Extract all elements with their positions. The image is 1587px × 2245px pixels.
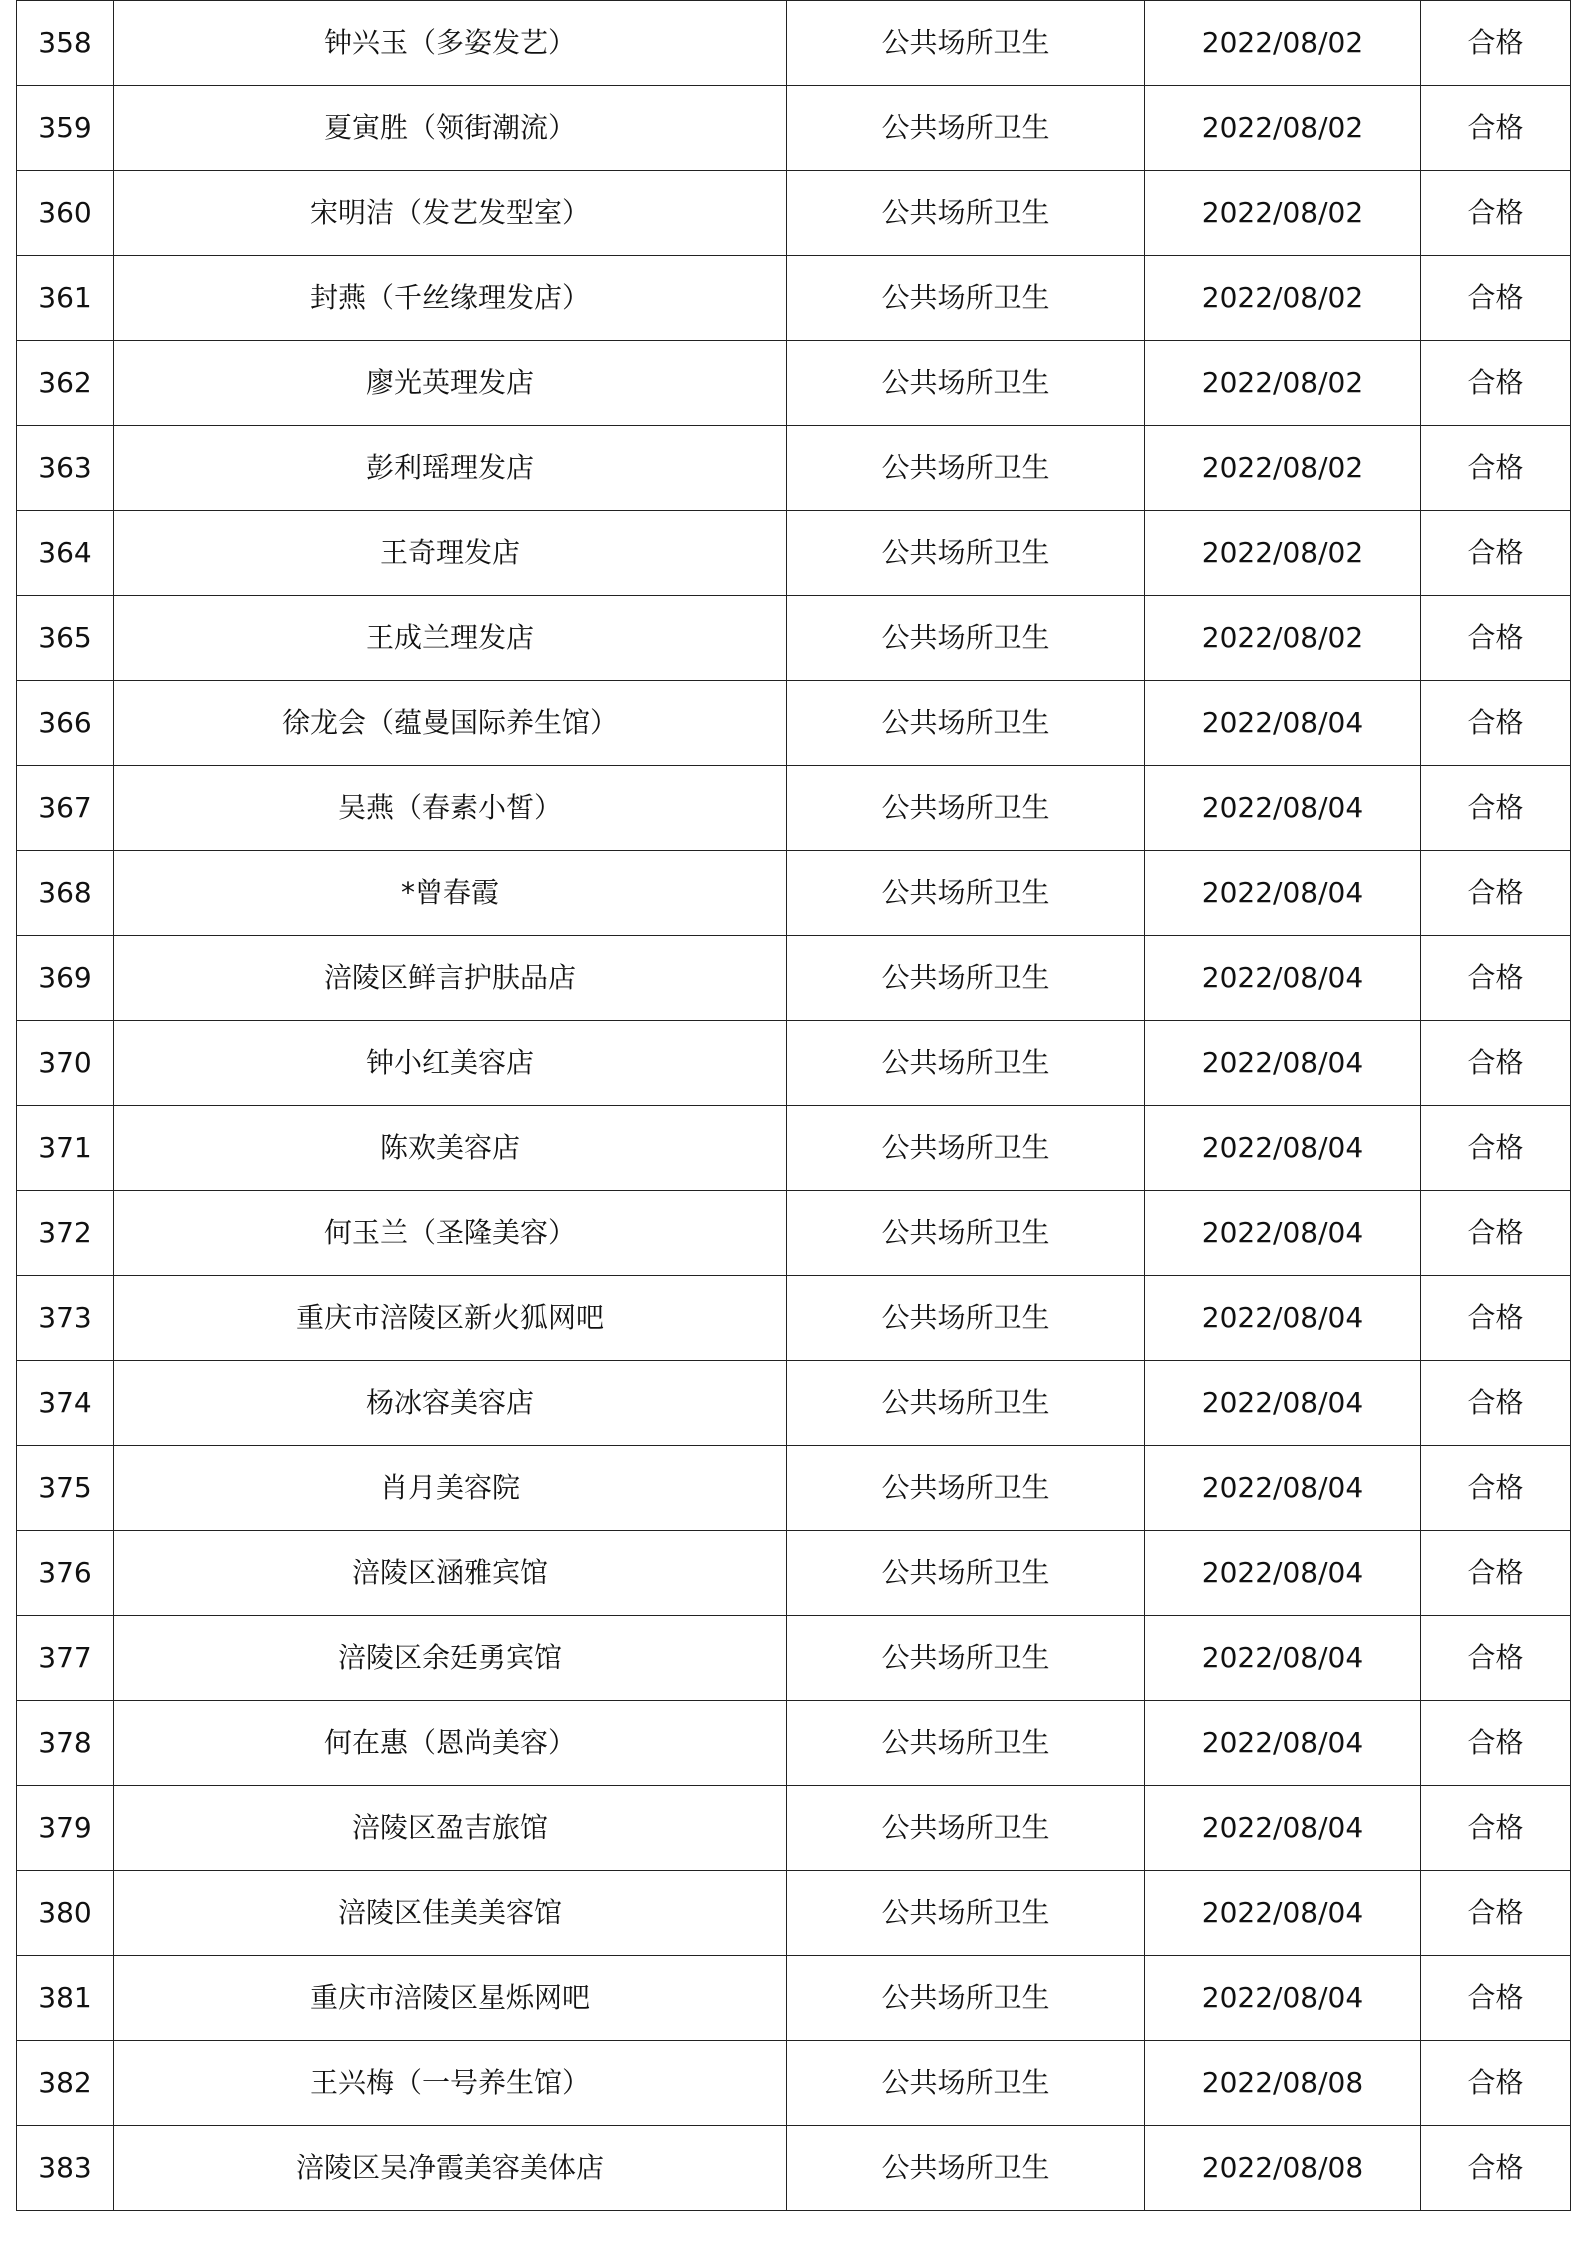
inspection-result-cell: 合格: [1421, 1361, 1571, 1446]
table-row: [17, 426, 1571, 511]
table-row: [17, 171, 1571, 256]
inspection-date-cell: 2022/08/02: [1145, 511, 1421, 596]
inspection-date-cell: 2022/08/02: [1145, 1, 1421, 86]
business-name-cell: 彭利瑶理发店: [114, 426, 787, 511]
inspection-date-cell: 2022/08/02: [1145, 426, 1421, 511]
inspection-type-cell: 公共场所卫生: [787, 1531, 1145, 1616]
inspection-type-cell: 公共场所卫生: [787, 936, 1145, 1021]
business-name-cell: 吴燕（春素小皙）: [114, 766, 787, 851]
inspection-result-cell: 合格: [1421, 851, 1571, 936]
business-name-cell: 涪陵区吴净霞美容美体店: [114, 2126, 787, 2211]
row-number-cell: 364: [17, 511, 114, 596]
inspection-result-cell: 合格: [1421, 511, 1571, 596]
row-number-cell: 362: [17, 341, 114, 426]
business-name-cell: *曾春霞: [114, 851, 787, 936]
table-row: [17, 1786, 1571, 1871]
inspection-result-cell: 合格: [1421, 1, 1571, 86]
row-number-cell: 371: [17, 1106, 114, 1191]
business-name-cell: 涪陵区佳美美容馆: [114, 1871, 787, 1956]
inspection-date-cell: 2022/08/02: [1145, 256, 1421, 341]
inspection-result-cell: 合格: [1421, 681, 1571, 766]
row-number-cell: 381: [17, 1956, 114, 2041]
inspection-result-cell: 合格: [1421, 171, 1571, 256]
table-row: [17, 1276, 1571, 1361]
inspection-type-cell: 公共场所卫生: [787, 596, 1145, 681]
inspection-result-cell: 合格: [1421, 2126, 1571, 2211]
business-name-cell: 钟小红美容店: [114, 1021, 787, 1106]
business-name-cell: 封燕（千丝缘理发店）: [114, 256, 787, 341]
inspection-result-cell: 合格: [1421, 1106, 1571, 1191]
inspection-type-cell: 公共场所卫生: [787, 1106, 1145, 1191]
row-number-cell: 380: [17, 1871, 114, 1956]
table-row: [17, 596, 1571, 681]
row-number-cell: 358: [17, 1, 114, 86]
inspection-result-cell: 合格: [1421, 1191, 1571, 1276]
inspection-type-cell: 公共场所卫生: [787, 1701, 1145, 1786]
inspection-date-cell: 2022/08/04: [1145, 1191, 1421, 1276]
inspection-date-cell: 2022/08/04: [1145, 1361, 1421, 1446]
business-name-cell: 宋明洁（发艺发型室）: [114, 171, 787, 256]
inspection-date-cell: 2022/08/04: [1145, 936, 1421, 1021]
row-number-cell: 377: [17, 1616, 114, 1701]
inspection-type-cell: 公共场所卫生: [787, 511, 1145, 596]
inspection-results-table: [16, 0, 1571, 2211]
table-row: [17, 1191, 1571, 1276]
table-row: [17, 1361, 1571, 1446]
table-row: [17, 341, 1571, 426]
row-number-cell: 365: [17, 596, 114, 681]
row-number-cell: 366: [17, 681, 114, 766]
table-body: [17, 1, 1571, 2211]
business-name-cell: 钟兴玉（多姿发艺）: [114, 1, 787, 86]
table-row: [17, 1106, 1571, 1191]
inspection-type-cell: 公共场所卫生: [787, 766, 1145, 851]
table-row: [17, 86, 1571, 171]
inspection-date-cell: 2022/08/04: [1145, 851, 1421, 936]
inspection-result-cell: 合格: [1421, 426, 1571, 511]
table-row: [17, 1956, 1571, 2041]
row-number-cell: 363: [17, 426, 114, 511]
row-number-cell: 382: [17, 2041, 114, 2126]
table-row: [17, 511, 1571, 596]
business-name-cell: 王成兰理发店: [114, 596, 787, 681]
row-number-cell: 361: [17, 256, 114, 341]
inspection-date-cell: 2022/08/08: [1145, 2041, 1421, 2126]
row-number-cell: 374: [17, 1361, 114, 1446]
row-number-cell: 368: [17, 851, 114, 936]
inspection-date-cell: 2022/08/04: [1145, 1701, 1421, 1786]
business-name-cell: 重庆市涪陵区星烁网吧: [114, 1956, 787, 2041]
inspection-type-cell: 公共场所卫生: [787, 256, 1145, 341]
inspection-date-cell: 2022/08/04: [1145, 681, 1421, 766]
inspection-result-cell: 合格: [1421, 1276, 1571, 1361]
inspection-result-cell: 合格: [1421, 1021, 1571, 1106]
inspection-result-cell: 合格: [1421, 766, 1571, 851]
inspection-result-cell: 合格: [1421, 86, 1571, 171]
inspection-date-cell: 2022/08/04: [1145, 766, 1421, 851]
business-name-cell: 陈欢美容店: [114, 1106, 787, 1191]
business-name-cell: 王奇理发店: [114, 511, 787, 596]
inspection-type-cell: 公共场所卫生: [787, 1616, 1145, 1701]
inspection-type-cell: 公共场所卫生: [787, 426, 1145, 511]
table-row: [17, 1021, 1571, 1106]
inspection-date-cell: 2022/08/08: [1145, 2126, 1421, 2211]
inspection-date-cell: 2022/08/02: [1145, 86, 1421, 171]
inspection-type-cell: 公共场所卫生: [787, 851, 1145, 936]
business-name-cell: 王兴梅（一号养生馆）: [114, 2041, 787, 2126]
business-name-cell: 涪陵区余廷勇宾馆: [114, 1616, 787, 1701]
inspection-date-cell: 2022/08/04: [1145, 1786, 1421, 1871]
row-number-cell: 369: [17, 936, 114, 1021]
row-number-cell: 378: [17, 1701, 114, 1786]
table-row: [17, 766, 1571, 851]
inspection-type-cell: 公共场所卫生: [787, 341, 1145, 426]
inspection-result-cell: 合格: [1421, 1786, 1571, 1871]
row-number-cell: 360: [17, 171, 114, 256]
inspection-date-cell: 2022/08/04: [1145, 1616, 1421, 1701]
row-number-cell: 373: [17, 1276, 114, 1361]
table-row: [17, 2041, 1571, 2126]
inspection-result-cell: 合格: [1421, 596, 1571, 681]
inspection-result-cell: 合格: [1421, 341, 1571, 426]
table-row: [17, 1616, 1571, 1701]
row-number-cell: 367: [17, 766, 114, 851]
inspection-result-cell: 合格: [1421, 1531, 1571, 1616]
row-number-cell: 376: [17, 1531, 114, 1616]
table-row: [17, 2126, 1571, 2211]
business-name-cell: 涪陵区鲜言护肤品店: [114, 936, 787, 1021]
row-number-cell: 379: [17, 1786, 114, 1871]
inspection-date-cell: 2022/08/04: [1145, 1276, 1421, 1361]
inspection-date-cell: 2022/08/04: [1145, 1871, 1421, 1956]
inspection-type-cell: 公共场所卫生: [787, 171, 1145, 256]
inspection-date-cell: 2022/08/02: [1145, 171, 1421, 256]
inspection-result-cell: 合格: [1421, 1871, 1571, 1956]
business-name-cell: 何玉兰（圣隆美容）: [114, 1191, 787, 1276]
inspection-type-cell: 公共场所卫生: [787, 86, 1145, 171]
table-row: [17, 1871, 1571, 1956]
inspection-results-table-wrapper: [16, 0, 1570, 2211]
table-row: [17, 681, 1571, 766]
inspection-result-cell: 合格: [1421, 1701, 1571, 1786]
inspection-type-cell: 公共场所卫生: [787, 1361, 1145, 1446]
row-number-cell: 359: [17, 86, 114, 171]
inspection-type-cell: 公共场所卫生: [787, 1276, 1145, 1361]
business-name-cell: 肖月美容院: [114, 1446, 787, 1531]
inspection-type-cell: 公共场所卫生: [787, 2041, 1145, 2126]
inspection-type-cell: 公共场所卫生: [787, 1446, 1145, 1531]
row-number-cell: 370: [17, 1021, 114, 1106]
inspection-result-cell: 合格: [1421, 256, 1571, 341]
inspection-result-cell: 合格: [1421, 1446, 1571, 1531]
inspection-type-cell: 公共场所卫生: [787, 1786, 1145, 1871]
table-row: [17, 851, 1571, 936]
inspection-date-cell: 2022/08/04: [1145, 1531, 1421, 1616]
business-name-cell: 涪陵区涵雅宾馆: [114, 1531, 787, 1616]
business-name-cell: 杨冰容美容店: [114, 1361, 787, 1446]
inspection-type-cell: 公共场所卫生: [787, 1, 1145, 86]
table-row: [17, 1701, 1571, 1786]
inspection-type-cell: 公共场所卫生: [787, 1871, 1145, 1956]
inspection-date-cell: 2022/08/04: [1145, 1021, 1421, 1106]
inspection-type-cell: 公共场所卫生: [787, 1021, 1145, 1106]
inspection-result-cell: 合格: [1421, 1956, 1571, 2041]
business-name-cell: 徐龙会（蕴曼国际养生馆）: [114, 681, 787, 766]
inspection-type-cell: 公共场所卫生: [787, 681, 1145, 766]
business-name-cell: 何在惠（恩尚美容）: [114, 1701, 787, 1786]
table-row: [17, 1, 1571, 86]
business-name-cell: 廖光英理发店: [114, 341, 787, 426]
inspection-date-cell: 2022/08/04: [1145, 1106, 1421, 1191]
inspection-date-cell: 2022/08/02: [1145, 341, 1421, 426]
inspection-date-cell: 2022/08/02: [1145, 596, 1421, 681]
inspection-result-cell: 合格: [1421, 1616, 1571, 1701]
business-name-cell: 重庆市涪陵区新火狐网吧: [114, 1276, 787, 1361]
inspection-result-cell: 合格: [1421, 936, 1571, 1021]
inspection-date-cell: 2022/08/04: [1145, 1956, 1421, 2041]
inspection-type-cell: 公共场所卫生: [787, 2126, 1145, 2211]
business-name-cell: 夏寅胜（领街潮流）: [114, 86, 787, 171]
row-number-cell: 383: [17, 2126, 114, 2211]
table-row: [17, 1531, 1571, 1616]
table-row: [17, 1446, 1571, 1531]
inspection-type-cell: 公共场所卫生: [787, 1191, 1145, 1276]
row-number-cell: 375: [17, 1446, 114, 1531]
row-number-cell: 372: [17, 1191, 114, 1276]
table-row: [17, 936, 1571, 1021]
table-row: [17, 256, 1571, 341]
business-name-cell: 涪陵区盈吉旅馆: [114, 1786, 787, 1871]
inspection-date-cell: 2022/08/04: [1145, 1446, 1421, 1531]
inspection-result-cell: 合格: [1421, 2041, 1571, 2126]
inspection-type-cell: 公共场所卫生: [787, 1956, 1145, 2041]
